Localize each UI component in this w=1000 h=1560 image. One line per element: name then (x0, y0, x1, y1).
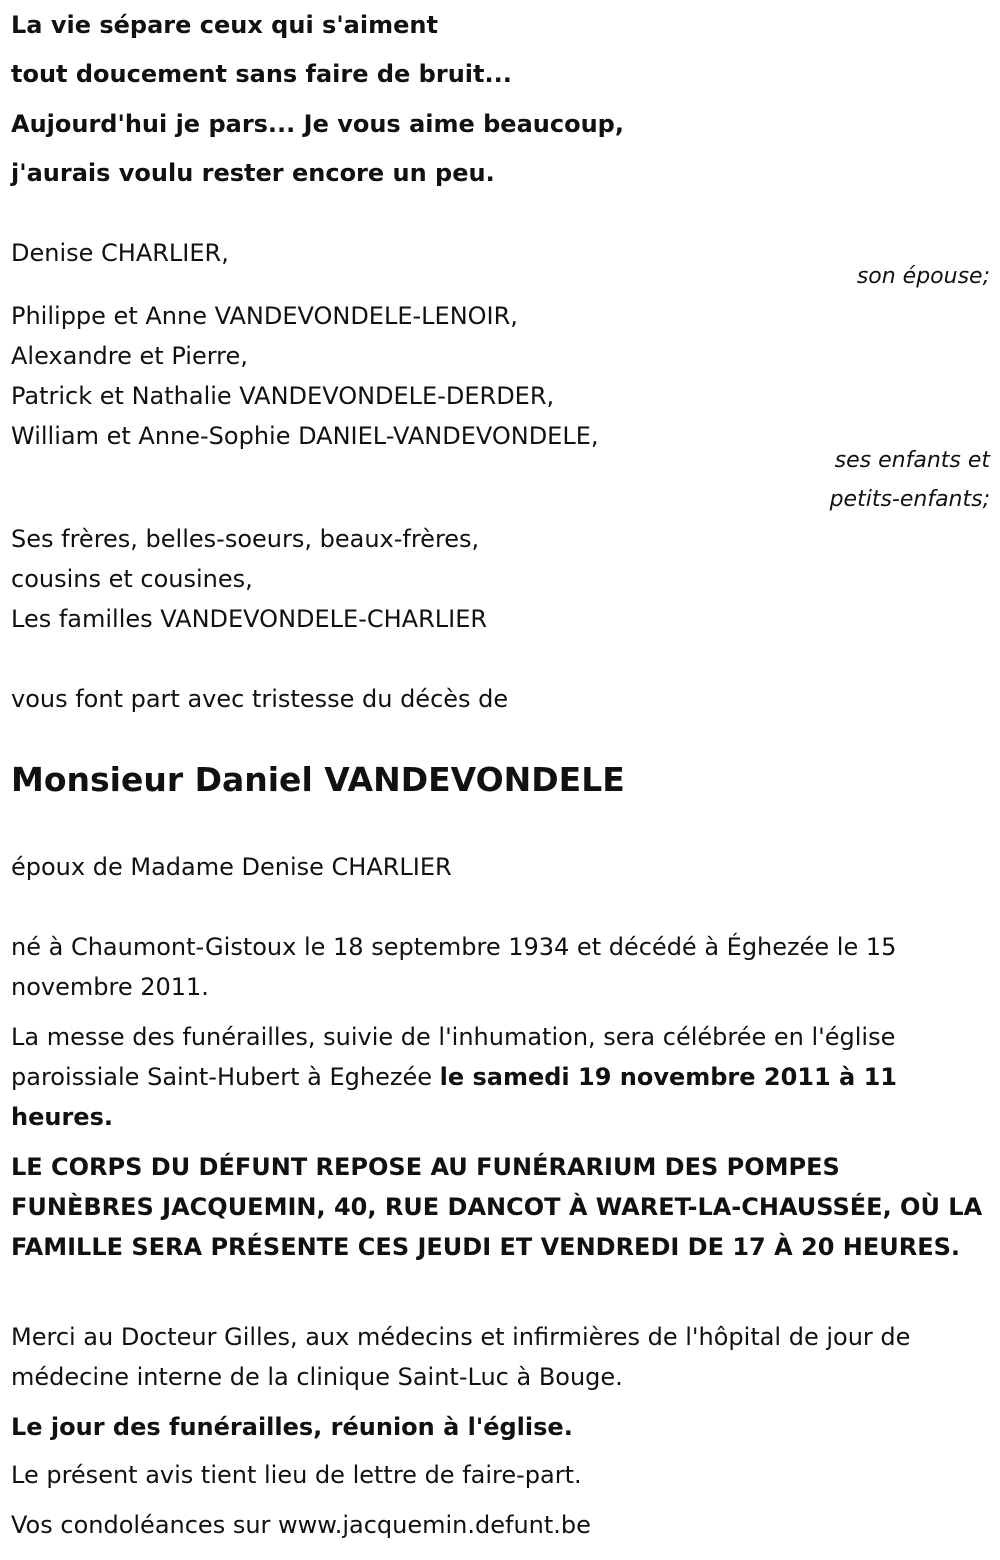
birth-death-text: né à Chaumont-Gistoux le 18 septembre 1934 et décédé à Éghezée le 15 novembre 2011. (11, 933, 897, 1001)
poem-line-3: Aujourd'hui je pars... Je vous aime beaucoup, (11, 110, 624, 138)
condolences-text: Vos condoléances sur www.jacquemin.defunt.be (11, 1511, 591, 1539)
poem-line-1: La vie sépare ceux qui s'aiment (11, 11, 438, 39)
deceased-name: Monsieur Daniel VANDEVONDELE (11, 760, 625, 799)
thanks-text: Merci au Docteur Gilles, aux médecins et infirmières de l'hôpital de jour de médecine interne de la clinique Saint-Luc à Bouge. (11, 1323, 911, 1391)
children-line-3: Patrick et Nathalie VANDEVONDELE-DERDER, (11, 382, 555, 410)
children-relation-2: petits-enfants; (829, 487, 990, 512)
family-line-2: cousins et cousines, (11, 565, 253, 593)
mass-paragraph (11, 1017, 986, 1137)
funerarium-text: LE CORPS DU DÉFUNT REPOSE AU FUNÉRARIUM DES POMPES FUNÈBRES JACQUEMIN, 40, RUE DANCOT À WARET-LA-CHAUSSÉE, OÙ LA FAMILLE SERA PRÉSENTE CES JEUDI ET VENDREDI DE 17 À 20 HEURES. (11, 1153, 983, 1261)
poem-line-2: tout doucement sans faire de bruit... (11, 60, 512, 88)
children-line-1: Philippe et Anne VANDEVONDELE-LENOIR, (11, 302, 518, 330)
children-relation-1: ses enfants et (834, 448, 990, 473)
notice-text: Le présent avis tient lieu de lettre de faire-part. (11, 1461, 582, 1489)
children-line-2: Alexandre et Pierre, (11, 342, 248, 370)
spouse-of-text: époux de Madame Denise CHARLIER (11, 853, 452, 881)
children-line-4: William et Anne-Sophie DANIEL-VANDEVONDELE, (11, 422, 599, 450)
spouse-name: Denise CHARLIER, (11, 239, 229, 267)
poem-line-4: j'aurais voulu rester encore un peu. (11, 159, 495, 187)
mass-date: le samedi 19 novembre 2011 à 11 heures. (11, 1063, 898, 1131)
announcement-text: vous font part avec tristesse du décès de (11, 685, 509, 713)
spouse-relation: son épouse; (856, 264, 990, 289)
family-line-3: Les familles VANDEVONDELE-CHARLIER (11, 605, 488, 633)
mass-text: La messe des funérailles, suivie de l'inhumation, sera célébrée en l'église paroissiale Saint-Hubert à Eghezée (11, 1023, 896, 1091)
meeting-text: Le jour des funérailles, réunion à l'église. (11, 1413, 573, 1441)
family-line-1: Ses frères, belles-soeurs, beaux-frères, (11, 525, 480, 553)
